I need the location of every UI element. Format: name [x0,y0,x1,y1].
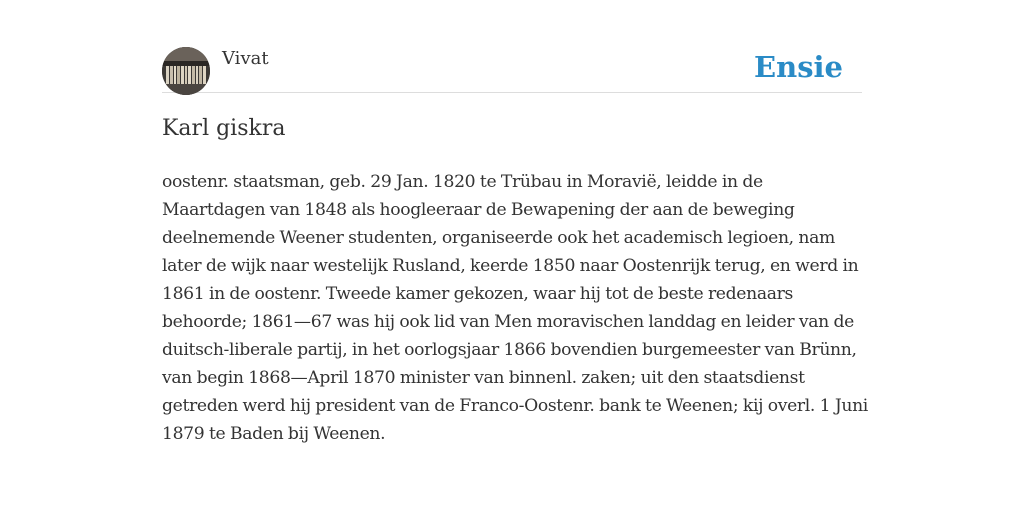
brand-logo[interactable]: Ensie [754,50,843,84]
page-title: Karl giskra [162,116,286,141]
author-name[interactable]: Vivat [222,48,269,69]
bookshelf-avatar-icon[interactable] [162,47,210,95]
article-body: oostenr. staatsman, geb. 29 Jan. 1820 te Trübau in Moravië, leidde in de Maartdagen van 1848 als hoogleeraar de Bewapening der aan de beweging deelnemende Weener studenten, organiseerde ook het academisch legioen, nam later de wijk naar westelijk Rusland, keerde 1850 naar Oostenrijk terug, en werd in 1861 in de oostenr. Tweede kamer gekozen, waar hij tot de beste redenaars behoorde; 1861—67 was hij ook lid van Men moravischen landdag en leider van de duitsch-liberale partij, in het oorlogsjaar 1866 bovendien burgemeester van Brünn, van begin 1868—April 1870 minister van binnenl. zaken; uit den staatsdienst getreden werd hij president van de Franco-Oostenr. bank te Weenen; kij overl. 1 Juni 1879 te Baden bij Weenen. [162,172,868,444]
header [162,46,862,93]
